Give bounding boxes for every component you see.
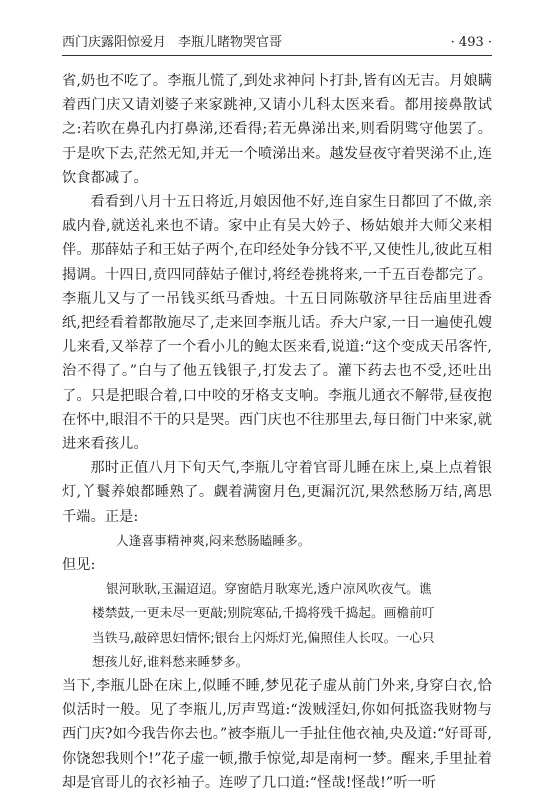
page-number: · 493 · — [450, 35, 492, 50]
verse-line-4: 想孩儿好,谁料愁来睡梦多。 — [92, 653, 249, 669]
verse-line-2: 楼禁鼓,一更未尽一更敲;别院寒砧,千捣将残千捣起。画檐前叮 — [92, 605, 435, 621]
running-header — [62, 34, 492, 56]
paragraph-3: 那时正值八月下旬天气,李瓶儿守着官哥儿睡在床上,桌上点着银灯,丫鬟养娘都睡熟了。觑着满窗月色,更漏沉沉,果然愁肠万结,离思千端。正是: — [62, 460, 492, 525]
body-text — [62, 69, 492, 795]
paragraph-2: 看看到八月十五日将近,月娘因他不好,连自家生日都回了不做,亲戚内眷,就送礼来也不请。家中止有吴大妗子、杨姑娘并大师父来相伴。那薛姑子和王姑子两个,在印经处争分钱不平,又使性儿,彼此互相揭调。十四日,贲四同薛姑子催讨,将经卷挑将来,一千五百卷都完了。李瓶儿又与了一吊钱买纸马香烛。十五日同陈敬济早往岳庙里进香纸,把经看着都散施尽了,走来回李瓶儿话。乔大户家,一日一遍使孔嫂儿来看,又举荐了一个看小儿的鲍太医来看,说道:“这个变成天吊客忤,治不得了。”白与了他五钱银子,打发去了。灌下药去也不受,还吐出了。只是把眼合着,口中咬的牙格支支响。李瓶儿通衣不解带,昼夜抱在怀中,眼泪不干的只是哭。西门庆也不往那里去,每日衙门中来家,就进来看孩儿。 — [62, 194, 492, 453]
paragraph-4: 当下,李瓶儿卧在床上,似睡不睡,梦见花子虚从前门外来,身穿白衣,恰似活时一般。见了李瓶儿,厉声骂道:“泼贼淫妇,你如何抵盗我财物与西门庆?如今我告你去也。”被李瓶儿一手扯住他衣袖,央及道:“好哥哥,你饶恕我则个!”花子虚一顿,撒手惊觉,却是南柯一梦。醒来,手里扯着却是官哥儿的衣衫袖子。连哕了几口道:“怪哉!怪哉!”听一听 — [62, 678, 492, 791]
chapter-subtitle: 李瓶儿睹物哭官哥 — [178, 35, 283, 50]
chapter-heading — [62, 34, 294, 52]
verse-line-3: 当铁马,敲碎思妇情怀;银台上闪烁灯光,偏照佳人长叹。一心只 — [92, 629, 435, 645]
but-see-line: 但见: — [62, 557, 96, 574]
paragraph-1: 省,奶也不吃了。李瓶儿慌了,到处求神问卜打卦,皆有凶无吉。月娘瞒着西门庆又请刘婆子来家跳神,又请小儿科太医来看。都用接鼻散试之:若吹在鼻孔内打鼻涕,还看得;若无鼻涕出来,则看阴骘守他罢了。于是吹下去,茫然无知,并无一个喷涕出来。越发昼夜守着哭涕不止,连饮食都减了。 — [62, 73, 492, 186]
chapter-title: 西门庆露阳惊爱月 — [62, 35, 167, 50]
verse-line-1: 银河耿耿,玉漏迢迢。穿窗皓月耿寒光,透户凉风吹夜气。谯 — [106, 581, 432, 597]
verse-couplet: 人逢喜事精神爽,闷来愁肠瞌睡多。 — [116, 532, 311, 548]
book-page — [62, 34, 492, 795]
